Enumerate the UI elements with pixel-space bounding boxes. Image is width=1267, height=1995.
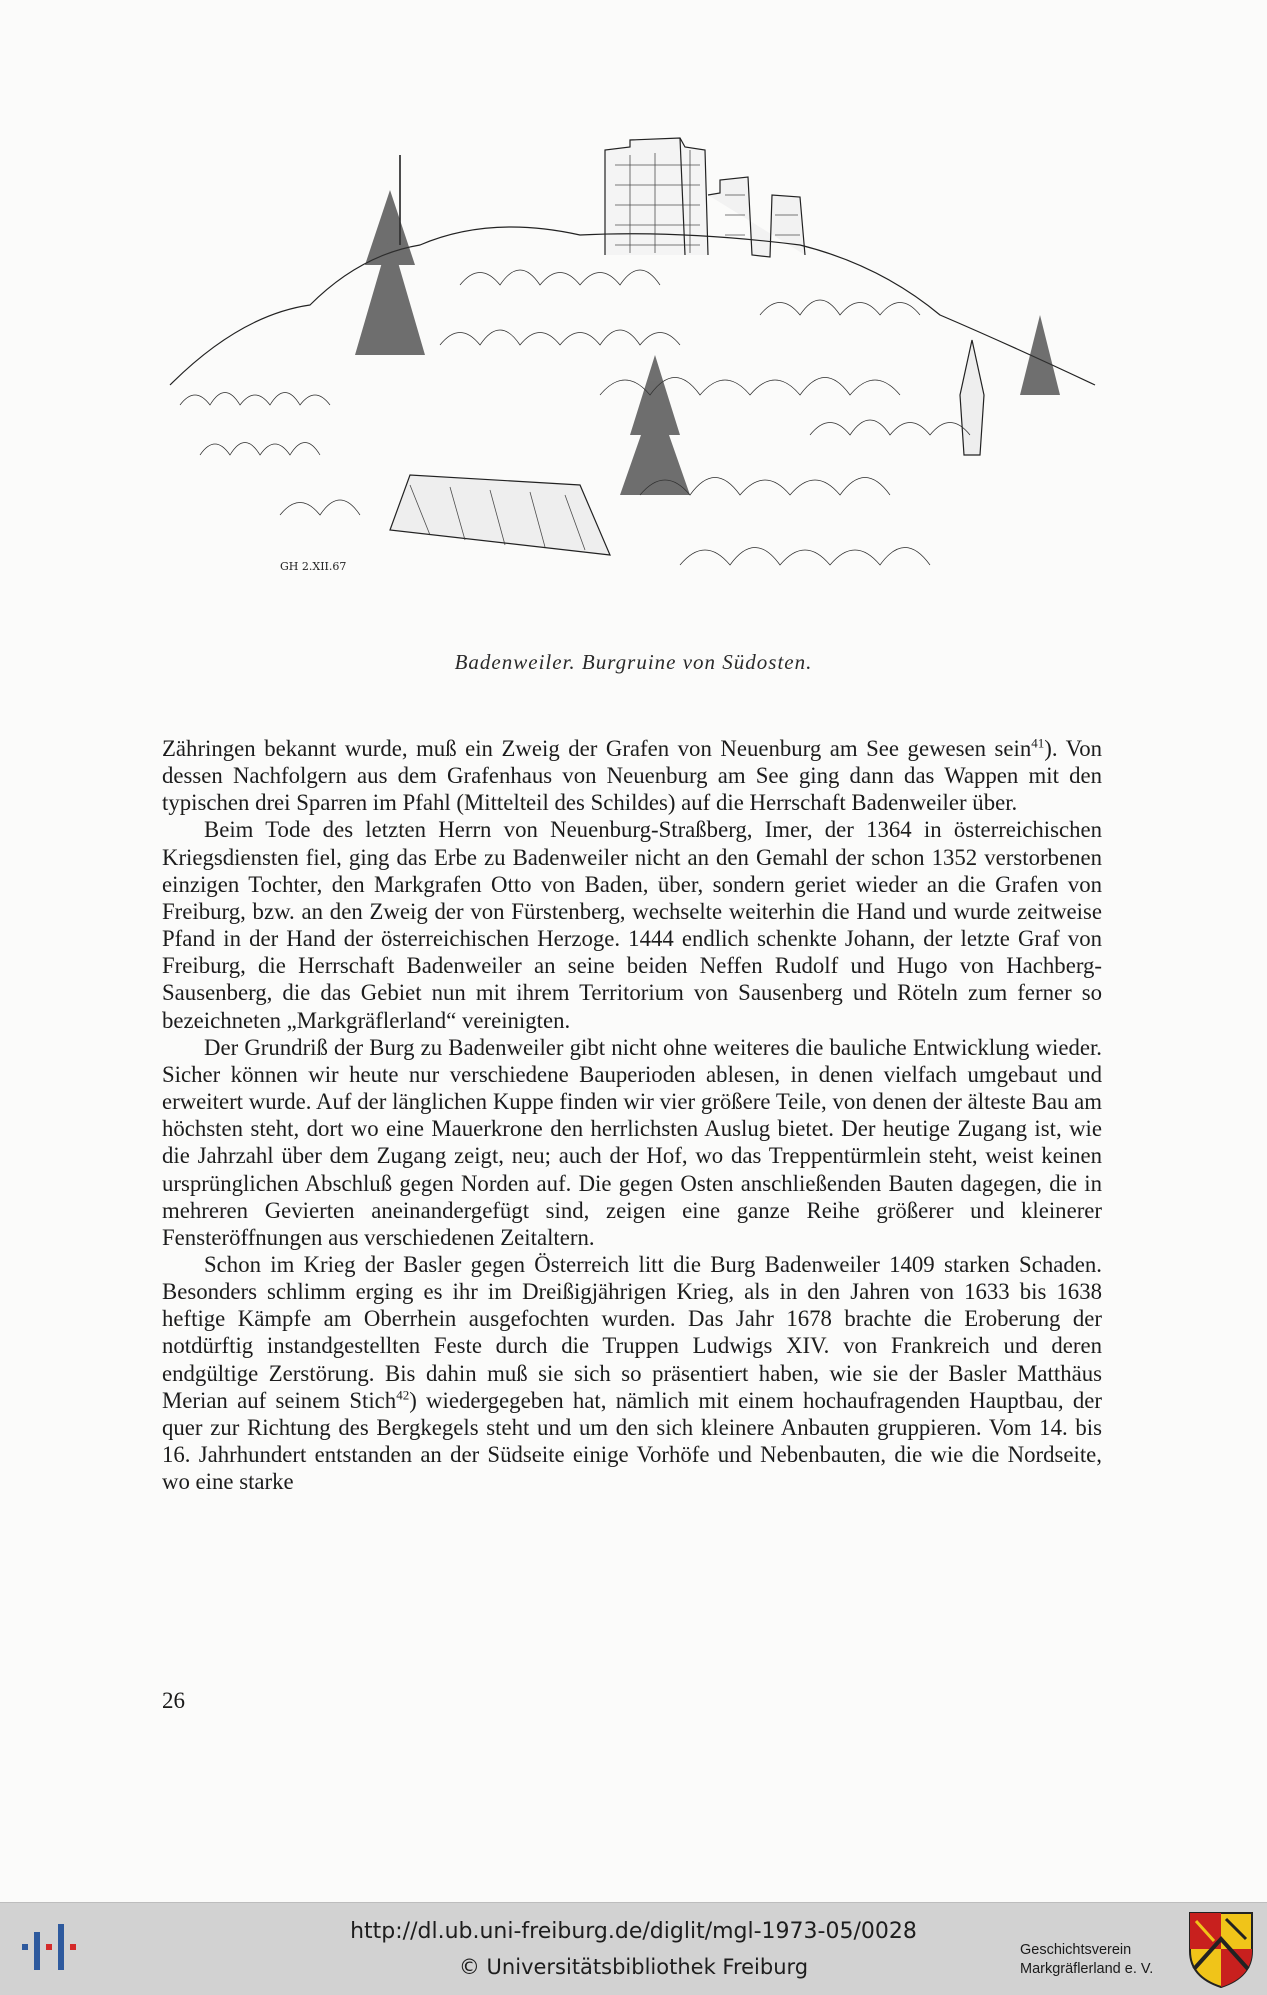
viewer-footer (0, 1902, 1267, 1995)
paragraph: Der Grundriß der Burg zu Badenweiler gibt nicht ohne weiteres die bauliche Entwicklung wieder. Sicher können wir heute nur verschiedene Bauperioden ablesen, in denen vielfach umgebaut und erweitert wurde. Auf der länglichen Kuppe finden wir vier größere Teile, von denen der älteste Bau am höchsten steht, dort wo eine Mauerkrone den herrlichsten Auslug bietet. Der heutige Zugang ist, wie die Jahrzahl über dem Zugang zeigt, neu; auch der Hof, wo das Treppentürmlein steht, weist keinen ursprünglichen Abschluß gegen Norden auf. Die gegen Osten anschließenden Bauten dagegen, die in mehreren Gevierten aneinandergefügt sind, zeigen eine ganze Reihe größerer und kleinerer Fensteröffnungen aus verschiedenen Zeitaltern. (162, 1034, 1102, 1250)
paragraph: Schon im Krieg der Basler gegen Österreich litt die Burg Badenweiler 1409 starken Schaden. Besonders schlimm erging es ihr im Dreißigjährigen Krieg, als in den Jahren von 1633 bis 1638 heftige Kämpfe am Oberrhein ausgefochten wurden. Das Jahr 1678 brachte die Eroberung der notdürftig instandgestellten Feste durch die Truppen Ludwigs XIV. von Frankreich und deren endgültige Zerstörung. Bis dahin muß sie sich so präsentiert haben, wie sie der Basler Matthäus Merian auf seinem Stich$^{42}$) wiedergegeben hat, nämlich mit einem hochaufragenden Hauptbau, der quer zur Richtung des Bergkegels steht und um den sich kleinere Anbauten gruppieren. Vom 14. bis 16. Jahrhundert entstanden an der Südseite einige Vorhöfe und Nebenbauten, die wie die Nordseite, wo eine starke (162, 1251, 1102, 1495)
society-name (1020, 1941, 1153, 1979)
copyright-notice: © Universitätsbibliothek Freiburg (458, 1955, 809, 1979)
paragraph: Zähringen bekannt wurde, muß ein Zweig der Grafen von Neuenburg am See gewesen sein$^{41}$). Von dessen Nachfolgern aus dem Grafenhaus von Neuenburg am See ging dann das Wappen mit den typischen drei Sparren im Pfahl (Mittelteil des Schildes) auf die Herrschaft Badenweiler über. (162, 735, 1102, 816)
society-name-line-2: Markgräflerland e. V. (1020, 1961, 1154, 1977)
document-url[interactable]: http://dl.ub.uni-freiburg.de/diglit/mgl-1973-05/0028 (350, 1919, 917, 1944)
page-number: 26 (162, 1688, 185, 1713)
artist-signature: GH 2.XII.67 (280, 560, 347, 573)
body-text (162, 735, 1102, 1495)
footnote-reference: 41 (1031, 735, 1045, 751)
society-name-line-1: Geschichtsverein (1020, 1942, 1132, 1958)
footnote-reference: 42 (396, 1387, 410, 1403)
castle-ruin-illustration (160, 135, 1105, 635)
figure-caption: Badenweiler. Burgruine von Südosten. (454, 650, 813, 674)
coat-of-arms-icon[interactable] (1186, 1909, 1256, 1989)
paragraph: Beim Tode des letzten Herrn von Neuenburg-Straßberg, Imer, der 1364 in österreichischen Kriegsdiensten fiel, ging das Erbe zu Badenweiler nicht an den Gemahl der schon 1352 verstorbenen einzigen Tochter, den Markgrafen Otto von Baden, über, sondern geriet wieder an die Grafen von Freiburg, bzw. an den Zweig der von Fürstenberg, wechselte weiterhin die Hand und wurde zeitweise Pfand in der Hand der österreichischen Herzoge. 1444 endlich schenkte Johann, der letzte Graf von Freiburg, die Herrschaft Badenweiler an seine beiden Neffen Rudolf und Hugo von Hachberg-Sausenberg, die das Gebiet nun mit ihrem Territorium von Sausenberg und Röteln zum ferner so bezeichneten „Markgräflerland“ vereinigten. (162, 817, 1102, 1033)
